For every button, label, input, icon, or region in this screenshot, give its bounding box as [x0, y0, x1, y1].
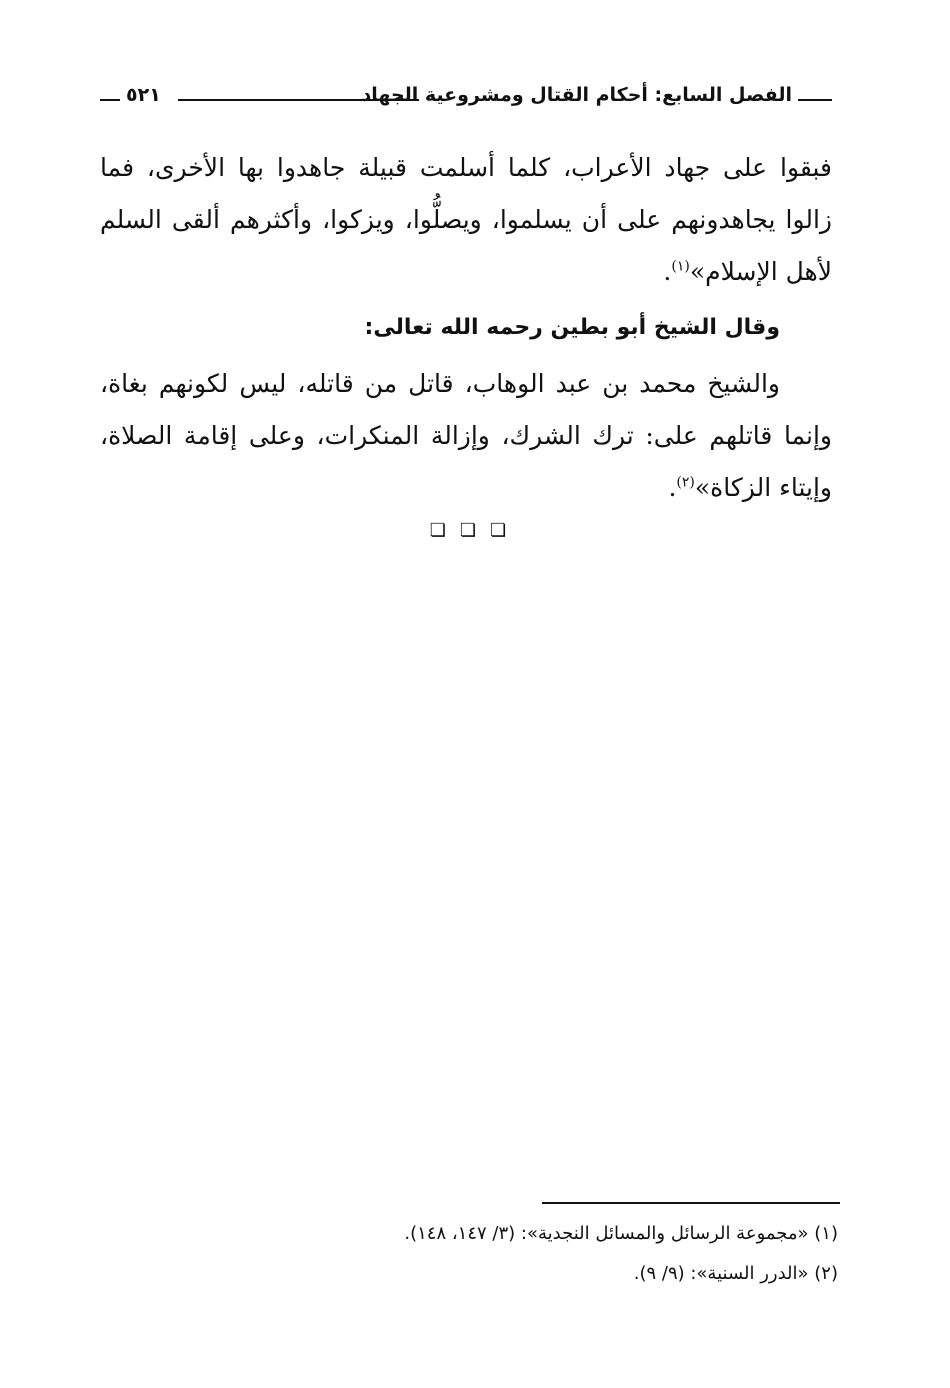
section-heading: وقال الشيخ أبو بطين رحمه الله تعالى:	[364, 315, 780, 340]
footnote-ref-1: (١)	[671, 258, 690, 275]
paragraph-text: والشيخ محمد بن عبد الوهاب، قاتل من قاتله، ليس لكونهم بغاة، وإنما قاتلهم على: ترك الشرك، وإزالة المنكرات، وعلى إقامة الصلاة، وإيتاء الزكاة»	[100, 369, 832, 502]
chapter-title: الفصل السابع: أحكام القتال ومشروعية الجهاد	[361, 84, 792, 106]
page-number: ٥٢١	[126, 84, 161, 106]
paragraph-quote-end	[100, 142, 832, 298]
paragraph-quote	[100, 358, 832, 514]
header-rule-right	[798, 99, 832, 101]
period: .	[668, 473, 677, 502]
footnote-rule	[542, 1202, 840, 1204]
running-header	[100, 82, 832, 116]
main-text	[100, 142, 832, 514]
footnote-1: (١) «مجموعة الرسائل والمسائل النجدية»: (٣/ ١٤٧، ١٤٨).	[404, 1223, 838, 1244]
section-separator: ❏❏❏	[429, 520, 521, 541]
paragraph-text: فبقوا على جهاد الأعراب، كلما أسلمت قبيلة جاهدوا بها الأخرى، فما زالوا يجاهدونهم على أن يسلموا، ويصلُّوا، ويزكوا، وأكثرهم ألقى السلم لأهل الإسلام»	[100, 153, 832, 286]
footnote-2: (٢) «الدرر السنية»: (٩/ ٩).	[633, 1263, 838, 1284]
period: .	[663, 257, 672, 286]
header-rule-middle	[178, 99, 419, 101]
footnotes	[100, 1214, 838, 1294]
header-rule-left	[100, 99, 120, 101]
footnote-ref-2: (٢)	[676, 474, 695, 491]
